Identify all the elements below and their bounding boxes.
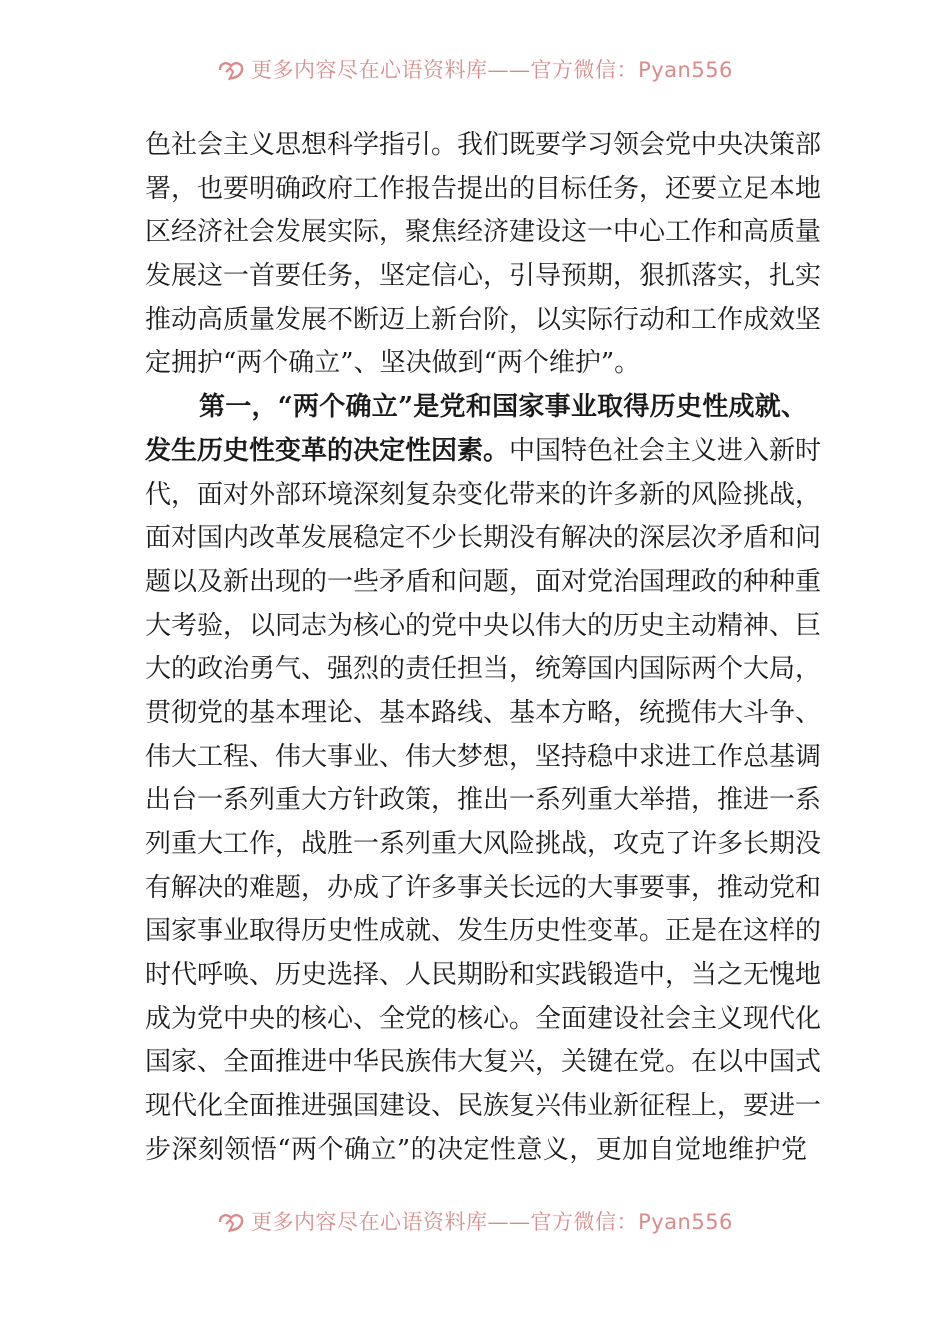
text-line: 成为党中央的核心、全党的核心。全面建设社会主义现代化 (145, 1003, 822, 1034)
text-line: 伟大工程、伟大事业、伟大梦想，坚持稳中求进工作总基调 (145, 741, 822, 772)
logo-icon (217, 1210, 247, 1234)
document-body (145, 124, 822, 1173)
text-line: 大的政治勇气、强烈的责任担当，统筹国内国际两个大局， (145, 654, 822, 685)
text-line: 列重大工作，战胜一系列重大风险挑战，攻克了许多长期没 (145, 829, 822, 859)
watermark-text: 更多内容尽在心语资料库——官方微信： (251, 1210, 639, 1234)
text-line: 区经济社会发展实际，聚焦经济建设这一中心工作和高质量 (145, 217, 822, 248)
logo-icon (217, 58, 247, 82)
text-line: 代，面对外部环境深刻复杂变化带来的许多新的风险挑战， (145, 479, 822, 510)
section-heading: 第一，“两个确立”是党和国家事业取得历史性成就、 (199, 392, 807, 423)
watermark-text: 更多内容尽在心语资料库——官方微信： (251, 58, 639, 82)
text-line: 出台一系列重大方针政策，推出一系列重大举措，推进一系 (145, 785, 822, 816)
watermark-handle: Pyan556 (638, 58, 733, 82)
section-heading-continued (145, 430, 822, 474)
watermark-handle: Pyan556 (638, 1210, 733, 1234)
text-line: 大考验，以同志为核心的党中央以伟大的历史主动精神、巨 (145, 610, 822, 641)
watermark-banner-bottom (0, 1208, 950, 1236)
text-line: 题以及新出现的一些矛盾和问题，面对党治国理政的种种重 (145, 566, 822, 597)
text-line: 推动高质量发展不断迈上新台阶，以实际行动和工作成效坚 (145, 304, 822, 335)
text-line: 国家事业取得历史性成就、发生历史性变革。正是在这样的 (145, 916, 822, 947)
text-line: 现代化全面推进强国建设、民族复兴伟业新征程上，要进一 (145, 1091, 822, 1122)
text-line: 发展这一首要任务，坚定信心，引导预期，狠抓落实，扎实 (145, 261, 822, 292)
text-line: 面对国内改革发展稳定不少长期没有解决的深层次矛盾和问 (145, 523, 822, 554)
text-line: 署，也要明确政府工作报告提出的目标任务，还要立足本地 (145, 173, 822, 204)
text-line: 步深刻领悟“两个确立”的决定性意义，更加自觉地维护党 (145, 1134, 807, 1165)
section-heading-end: 发生历史性变革的决定性因素。 (145, 435, 510, 466)
text-line: 时代呼唤、历史选择、人民期盼和实践锻造中，当之无愧地 (145, 960, 822, 991)
text-line: 有解决的难题，办成了许多事关长远的大事要事，推动党和 (145, 872, 822, 903)
text-line: 色社会主义思想科学指引。我们既要学习领会党中央决策部 (145, 130, 822, 160)
paragraph-start: 中国特色社会主义进入新时 (509, 435, 822, 466)
watermark-banner-top (0, 56, 950, 84)
text-line: 定拥护“两个确立”、坚决做到“两个维护”。 (145, 348, 641, 379)
text-line: 贯彻党的基本理论、基本路线、基本方略，统揽伟大斗争、 (145, 697, 822, 728)
text-line: 国家、全面推进中华民族伟大复兴，关键在党。在以中国式 (145, 1047, 822, 1078)
